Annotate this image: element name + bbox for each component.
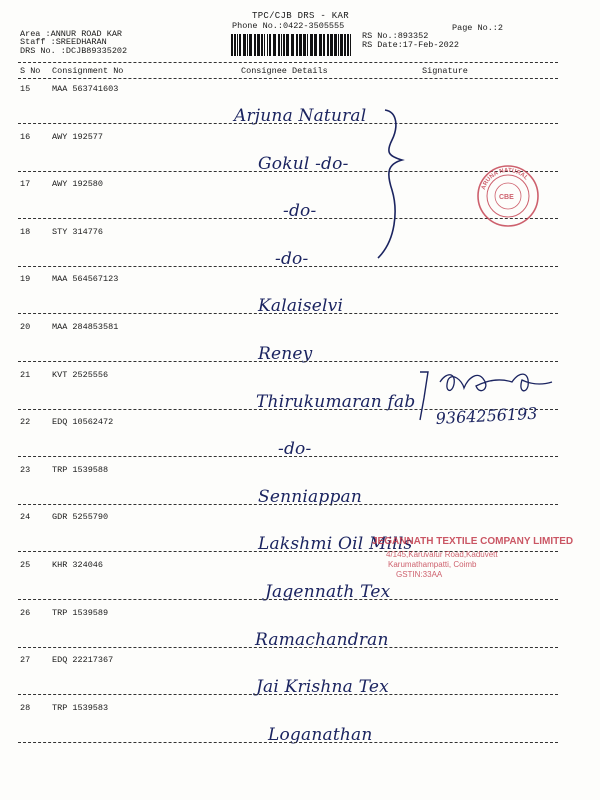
row-consignment-no: KVT 2525556: [52, 369, 109, 380]
barcode-bar: [350, 34, 351, 56]
row-consignment-no: MAA 284853581: [52, 322, 119, 332]
row-divider: [18, 266, 558, 267]
row-sno: 18: [20, 226, 31, 237]
row-consignee-handwritten: Ramachandran: [255, 629, 389, 650]
row-sno: 23: [20, 464, 31, 475]
column-signature: Signature: [422, 66, 468, 76]
barcode-icon: [231, 34, 353, 56]
barcode-bar: [231, 34, 233, 56]
barcode-bar: [234, 34, 236, 56]
barcode-bar: [296, 34, 298, 56]
row-divider: [18, 218, 558, 219]
barcode-bar: [243, 34, 246, 56]
company-stamp-gst: GSTIN:33AA: [396, 570, 443, 579]
row-consignee-handwritten: Loganathan: [268, 724, 373, 745]
row-consignment-no: KHR 324046: [52, 560, 104, 570]
row-divider: [18, 504, 558, 505]
row-consignee-handwritten: Jai Krishna Tex: [256, 677, 389, 698]
row-consignee-handwritten: Jagennath Tex: [265, 582, 391, 602]
row-sno: 17: [20, 179, 31, 190]
row-consignee-handwritten: Kalaiselvi: [258, 296, 344, 317]
row-sno: 22: [20, 417, 31, 428]
row-consignee-handwritten: Arjuna Natural: [234, 106, 367, 126]
row-consignee-handwritten: Thirukumaran fab: [256, 391, 416, 412]
row-sno: 21: [20, 369, 31, 380]
seal-center: CBE: [499, 194, 514, 201]
staff-label: Staff :SREEDHARAN: [20, 37, 107, 47]
seal-text: ARUNA NATURAL: [480, 167, 529, 191]
column-consignment: Consignment No: [52, 66, 124, 76]
company-stamp-address: 4/145,Karuvalur Road,Kaduvett: [386, 550, 498, 559]
phone-number: Phone No.:0422-3505555: [232, 21, 345, 31]
row-divider: [18, 694, 558, 695]
row-sno: 26: [20, 607, 31, 618]
barcode-bar: [257, 34, 260, 56]
barcode-bar: [310, 34, 313, 56]
row-sno: 16: [20, 131, 31, 142]
barcode-bar: [291, 34, 294, 56]
barcode-bar: [286, 34, 289, 56]
row-consignment-no: MAA 564567123: [52, 274, 119, 285]
row-sno: 28: [20, 702, 31, 713]
barcode-bar: [314, 34, 317, 56]
row-sno: 19: [20, 274, 31, 285]
barcode-bar: [264, 34, 265, 56]
row-divider: [18, 456, 558, 457]
rs-number: RS No.:893352: [362, 31, 429, 41]
barcode-bar: [247, 34, 248, 56]
barcode-bar: [254, 34, 256, 56]
row-consignment-no: STY 314776: [52, 226, 104, 237]
barcode-bar: [327, 34, 329, 56]
row-consignment-no: AWY 192580: [52, 179, 104, 190]
column-sno: S No: [20, 66, 41, 76]
row-consignee-handwritten: Senniappan: [258, 486, 363, 507]
barcode-bar: [237, 34, 238, 56]
row-consignment-no: EDQ 22217367: [52, 655, 114, 666]
row-consignment-no: EDQ 10562472: [52, 417, 114, 428]
barcode-bar: [344, 34, 346, 56]
row-consignee-handwritten: Lakshmi Oil Mills: [258, 534, 413, 555]
row-consignee-handwritten: -do-: [275, 248, 309, 269]
drs-number: DRS No. :DCJB89335202: [20, 46, 128, 56]
row-consignment-no: TRP 1539588: [52, 464, 109, 475]
row-divider: [18, 313, 558, 314]
row-consignee-handwritten: Gokul -do-: [258, 153, 349, 174]
round-seal-icon: [478, 166, 538, 226]
barcode-bar: [269, 34, 271, 56]
rs-date: RS Date:17-Feb-2022: [362, 40, 459, 50]
row-sno: 27: [20, 655, 31, 666]
barcode-bar: [303, 34, 306, 56]
row-sno: 24: [20, 512, 31, 523]
column-divider: [18, 78, 558, 79]
header-divider: [18, 62, 558, 63]
column-consignee-details: Consignee Details: [241, 66, 328, 76]
barcode-bar: [283, 34, 285, 56]
row-divider: [18, 742, 558, 743]
row-consignee-handwritten: -do-: [283, 201, 317, 222]
barcode-bar: [261, 34, 263, 56]
row-consignment-no: TRP 1539589: [52, 607, 109, 618]
row-sno: 15: [20, 84, 31, 94]
barcode-bar: [338, 34, 339, 56]
page-number: Page No.:2: [452, 23, 504, 33]
barcode-bar: [347, 34, 349, 56]
barcode-bar: [323, 34, 325, 56]
barcode-bar: [307, 34, 308, 56]
row-consignment-no: MAA 563741603: [52, 84, 119, 94]
signature-phone: 9364256193: [435, 403, 538, 428]
row-sno: 25: [20, 560, 31, 570]
row-consignment-no: AWY 192577: [52, 131, 104, 142]
company-stamp-name: JEGANNATH TEXTILE COMPANY LIMITED: [372, 536, 574, 547]
row-divider: [18, 409, 558, 410]
barcode-bar: [249, 34, 252, 56]
brace-mark: [378, 110, 402, 258]
row-divider: [18, 647, 558, 648]
barcode-bar: [299, 34, 302, 56]
row-divider: [18, 599, 558, 600]
company-header: TPC/CJB DRS - KAR: [252, 11, 349, 21]
company-stamp-address2: Karumathampatti, Coimb: [388, 560, 477, 569]
row-sno: 20: [20, 322, 31, 332]
barcode-bar: [239, 34, 241, 56]
row-divider: [18, 361, 558, 362]
row-consignee-handwritten: Reney: [258, 344, 313, 364]
barcode-bar: [281, 34, 282, 56]
barcode-bar: [319, 34, 322, 56]
row-consignment-no: TRP 1539583: [52, 702, 109, 713]
row-consignee-handwritten: -do-: [278, 439, 312, 460]
barcode-bar: [340, 34, 343, 56]
barcode-bar: [330, 34, 333, 56]
bracket-mark: [420, 372, 428, 420]
row-divider: [18, 171, 558, 172]
barcode-bar: [267, 34, 268, 56]
area-label: Area :ANNUR ROAD KAR: [20, 29, 123, 39]
barcode-bar: [334, 34, 337, 56]
row-divider: [18, 123, 558, 124]
row-consignment-no: GDR 5255790: [52, 512, 109, 523]
signature-scribble: [440, 374, 552, 391]
barcode-bar: [273, 34, 276, 56]
barcode-bar: [278, 34, 280, 56]
